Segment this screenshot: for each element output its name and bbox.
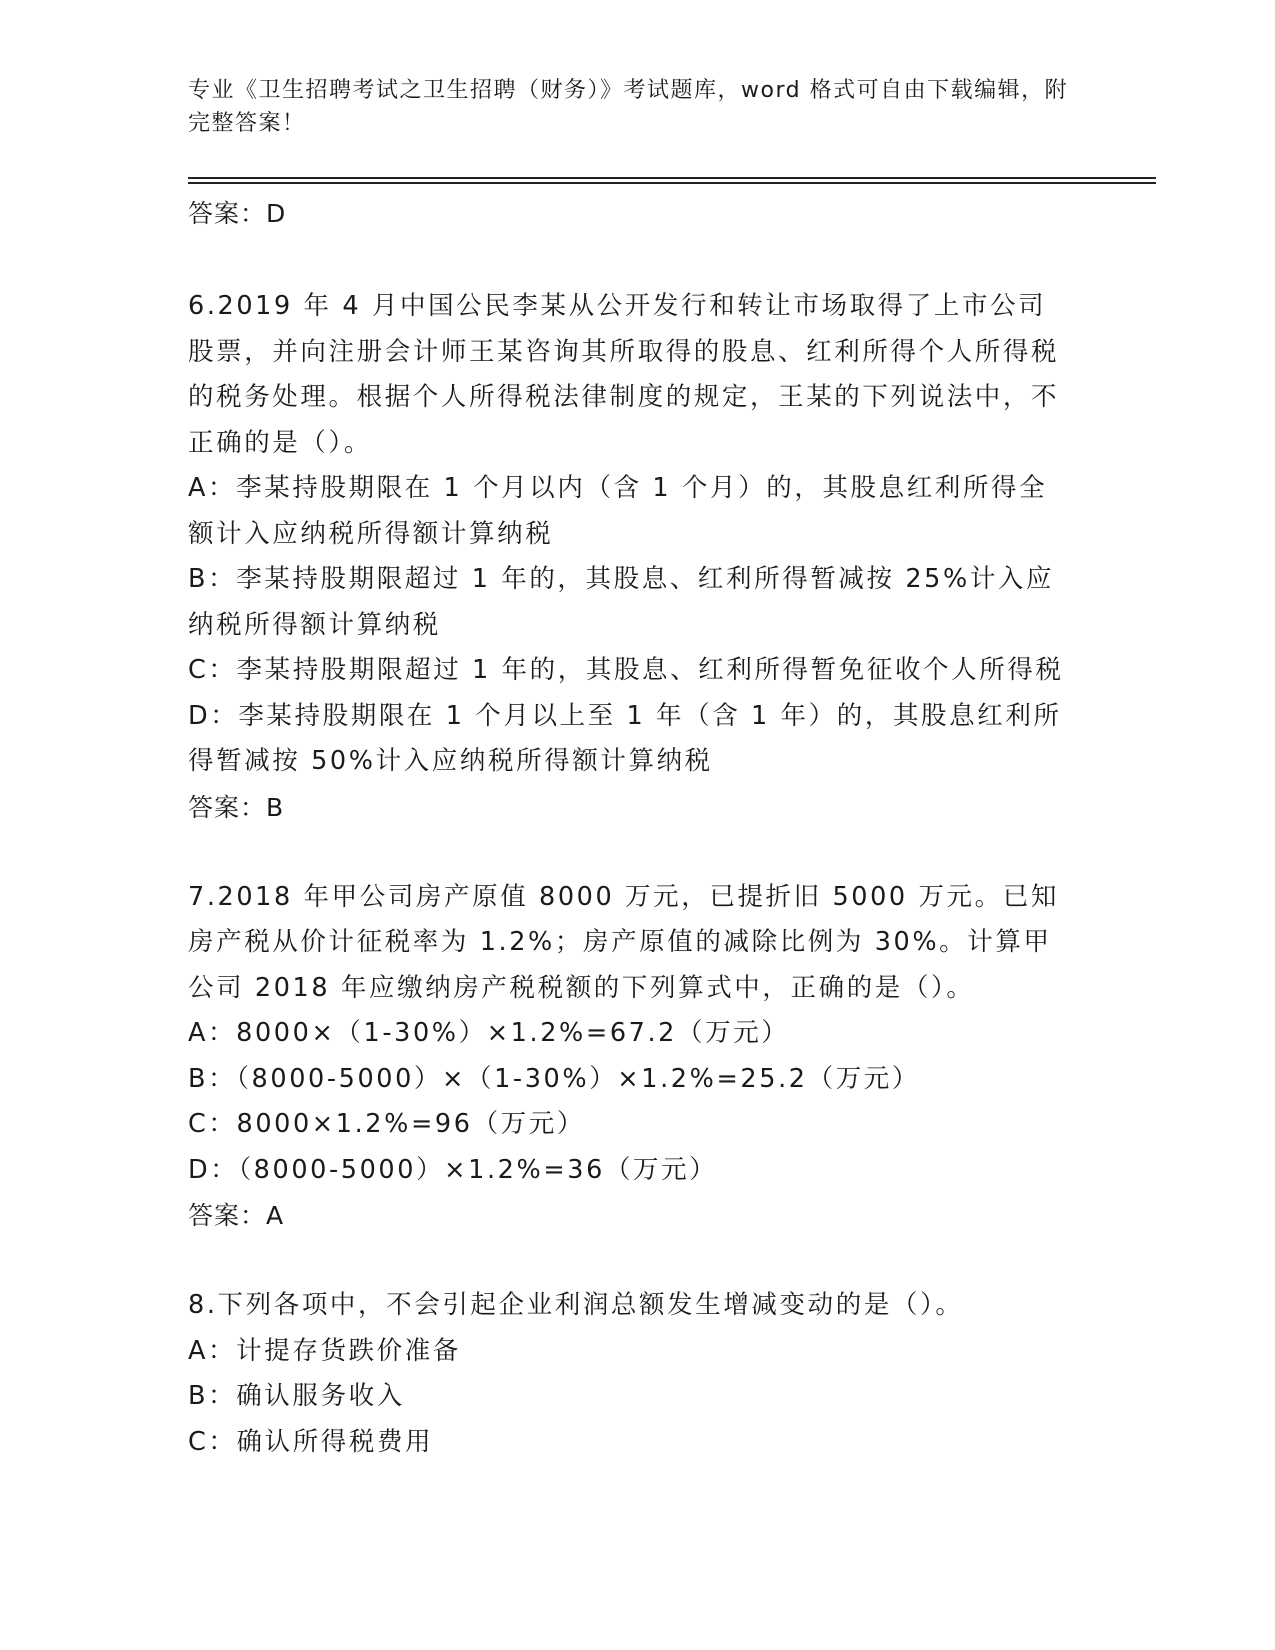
answer-q6: 答案：B [188, 792, 285, 822]
option-c: C：8000×1.2%=96（万元） [188, 1109, 585, 1139]
option-d: D：李某持股期限在 1 个月以上至 1 年（含 1 年）的，其股息红利所得暂减按 50%计入应纳税所得额计算纳税 [188, 700, 1062, 776]
option-b: B：李某持股期限超过 1 年的，其股息、红利所得暂减按 25%计入应纳税所得额计算纳税 [188, 564, 1055, 640]
answer-q5: 答案：D [188, 199, 287, 228]
question-stem: 8.下列各项中，不会引起企业利润总额发生增减变动的是（）。 [188, 1290, 964, 1320]
question-6 [188, 284, 1068, 831]
spacer [188, 1239, 1068, 1283]
option-a: A：李某持股期限在 1 个月以内（含 1 个月）的，其股息红利所得全额计入应纳税所得额计算纳税 [188, 473, 1048, 549]
spacer [188, 237, 1068, 284]
question-8 [188, 1283, 1068, 1465]
document-body [188, 191, 1068, 1465]
document-header: 专业《卫生招聘考试之卫生招聘（财务）》考试题库，word 格式可自由下载编辑，附完整答案！ [188, 78, 1069, 136]
option-c: C：李某持股期限超过 1 年的，其股息、红利所得暂免征收个人所得税 [188, 655, 1064, 685]
option-a: A：计提存货跌价准备 [188, 1335, 461, 1366]
header-rule-bottom [188, 182, 1156, 184]
option-b: B：确认服务收入 [188, 1381, 405, 1411]
spacer [188, 831, 1068, 875]
option-b: B：（8000-5000）×（1-30%）×1.2%=25.2（万元） [188, 1063, 920, 1094]
option-c: C：确认所得税费用 [188, 1426, 434, 1457]
question-stem: 7.2018 年甲公司房产原值 8000 万元，已提折旧 5000 万元。已知房产税从价计征税率为 1.2%；房产原值的减除比例为 30%。计算甲公司 2018 年应缴纳房产税税额的下列算式中，正确的是（）。 [188, 881, 1059, 1003]
question-7 [188, 875, 1068, 1240]
answer-q7: 答案：A [188, 1201, 285, 1230]
option-a: A：8000×（1-30%）×1.2%=67.2（万元） [188, 1018, 790, 1048]
header-rule-top [188, 177, 1156, 179]
option-d: D：（8000-5000）×1.2%=36（万元） [188, 1154, 718, 1185]
question-stem: 6.2019 年 4 月中国公民李某从公开发行和转让市场取得了上市公司股票，并向注册会计师王某咨询其所取得的股息、红利所得个人所得税的税务处理。根据个人所得税法律制度的规定，王某的下列说法中，不正确的是（）。 [188, 291, 1060, 458]
